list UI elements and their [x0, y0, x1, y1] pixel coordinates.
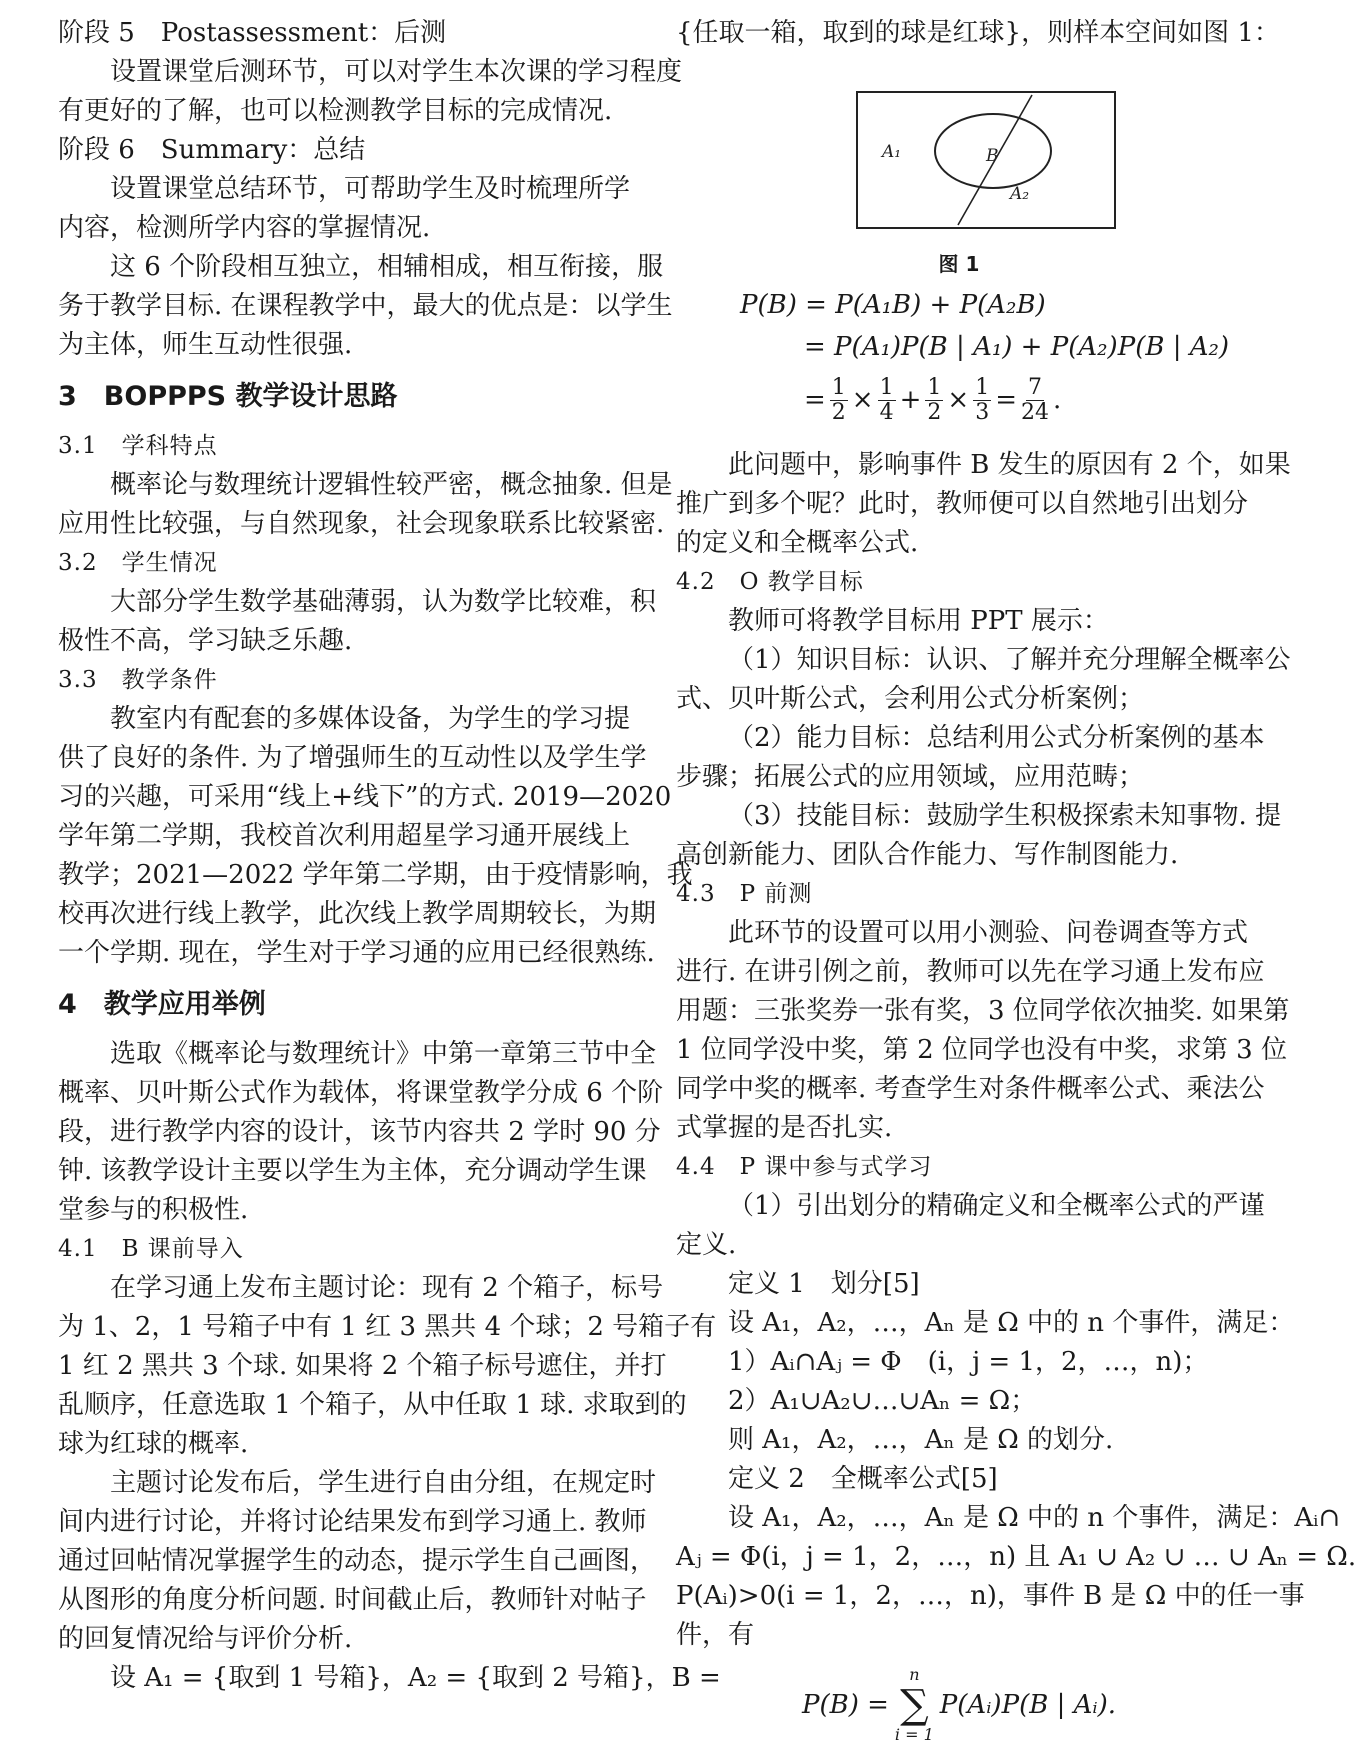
- sum-upper-limit: n: [909, 1665, 920, 1684]
- equals-sign: =: [995, 385, 1017, 415]
- paragraph-line: 为主体，师生互动性很强.: [58, 330, 353, 360]
- paragraph-line: 务于教学目标. 在课程教学中，最大的优点是：以学生: [58, 291, 673, 321]
- times-sign: ×: [851, 385, 874, 415]
- equals-sign: =: [804, 385, 826, 415]
- paragraph-line: 这 6 个阶段相互独立，相辅相成，相互衔接，服: [110, 252, 664, 282]
- paragraph-line: 在学习通上发布主题讨论：现有 2 个箱子，标号: [110, 1273, 664, 1303]
- paragraph-line: 进行. 在讲引例之前，教师可以先在学习通上发布应: [676, 957, 1265, 987]
- paragraph-line: 主题讨论发布后，学生进行自由分组，在规定时: [110, 1468, 657, 1498]
- numerator: 1: [975, 374, 990, 400]
- paragraph-line: 的定义和全概率公式.: [676, 528, 919, 558]
- section-4-heading: 4 教学应用举例: [58, 989, 266, 1020]
- paragraph-line: 堂参与的积极性.: [58, 1195, 249, 1225]
- paragraph-line: 式、贝叶斯公式，会利用公式分析案例；: [676, 684, 1145, 714]
- right-column: [676, 14, 1356, 1751]
- paragraph-line: 教学；2021—2022 学年第二学期，由于疫情影响，我: [58, 860, 693, 890]
- paragraph-line: 应用性比较强，与自然现象，社会现象联系比较紧密.: [58, 509, 665, 539]
- denominator: 2: [831, 399, 846, 425]
- subsection-4-1-heading: 4.1 B 课前导入: [58, 1236, 244, 1262]
- paragraph-line: 钟. 该教学设计主要以学生为主体，充分调动学生课: [58, 1156, 647, 1186]
- condition-2: 2）A₁∪A₂∪…∪Aₙ = Ω；: [728, 1386, 1037, 1416]
- paragraph-line: 为 1、2，1 号箱子中有 1 红 3 黑共 4 个球；2 号箱子有: [58, 1312, 717, 1342]
- paragraph-line: 设 A₁，A₂，…，Aₙ 是 Ω 中的 n 个事件，满足：: [728, 1308, 1295, 1338]
- paragraph-line: Aⱼ = Φ(i，j = 1，2，…，n) 且 A₁ ∪ A₂ ∪ … ∪ Aₙ = Ω.: [676, 1542, 1356, 1572]
- fraction: [973, 376, 991, 425]
- venn-diagram: [676, 53, 1242, 238]
- sum-lower-limit: i = 1: [894, 1725, 934, 1744]
- definition-1-heading: 定义 1 划分[5]: [728, 1269, 920, 1299]
- paragraph-line: 大部分学生数学基础薄弱，认为数学比较难，积: [110, 587, 657, 617]
- fraction: [878, 376, 896, 425]
- paragraph-line: 从图形的角度分析问题. 时间截止后，教师针对帖子: [58, 1585, 647, 1615]
- times-sign: ×: [947, 385, 970, 415]
- label-a1: A₁: [882, 142, 902, 162]
- paragraph-line: 步骤；拓展公式的应用领域，应用范畴；: [676, 762, 1145, 792]
- denominator: 24: [1020, 399, 1049, 425]
- label-a2: A₂: [1010, 184, 1030, 204]
- paragraph-line: 推广到多个呢？此时，教师便可以自然地引出划分: [676, 489, 1249, 519]
- paragraph-line: 同学中奖的概率. 考查学生对条件概率公式、乘法公: [676, 1074, 1265, 1104]
- equation-line-3: [676, 368, 1242, 432]
- total-probability-formula: [676, 1659, 1242, 1751]
- numerator: 1: [927, 374, 942, 400]
- paragraph-line: （3）技能目标：鼓励学生积极探索未知事物. 提: [728, 801, 1282, 831]
- paragraph-line: 球为红球的概率.: [58, 1429, 249, 1459]
- paragraph-line: 设置课堂总结环节，可帮助学生及时梳理所学: [110, 174, 631, 204]
- stage6-heading: 阶段 6 Summary：总结: [58, 135, 366, 165]
- formula-lhs: P(B) =: [801, 1690, 889, 1720]
- paragraph-line: （2）能力目标：总结利用公式分析案例的基本: [728, 723, 1265, 753]
- paragraph-line: （1）知识目标：认识、了解并充分理解全概率公: [728, 645, 1291, 675]
- paragraph-line: 设 A₁ = {取到 1 号箱}，A₂ = {取到 2 号箱}，B =: [110, 1663, 721, 1693]
- fraction: [1021, 376, 1049, 425]
- paragraph-line: 段，进行教学内容的设计，该节内容共 2 学时 90 分: [58, 1117, 661, 1147]
- summation: [895, 1665, 934, 1745]
- plus-sign: +: [899, 385, 922, 415]
- numerator: 1: [831, 374, 846, 400]
- paragraph-line: 1 位同学没中奖，第 2 位同学也没有中奖，求第 3 位: [676, 1035, 1287, 1065]
- subsection-4-2-heading: 4.2 O 教学目标: [676, 569, 864, 595]
- paragraph-line: 有更好的了解，也可以检测教学目标的完成情况.: [58, 96, 613, 126]
- paragraph-line: 用题：三张奖券一张有奖，3 位同学依次抽奖. 如果第: [676, 996, 1290, 1026]
- paragraph-line: 校再次进行线上教学，此次线上教学周期较长，为期: [58, 899, 657, 929]
- paragraph-line: 习的兴趣，可采用“线上+线下”的方式. 2019—2020: [58, 782, 672, 812]
- numerator: 1: [879, 374, 894, 400]
- paragraph-line: 的回复情况给与评价分析.: [58, 1624, 353, 1654]
- paragraph-line: （1）引出划分的精确定义和全概率公式的严谨: [728, 1191, 1265, 1221]
- paragraph-line: 间内进行讨论，并将讨论结果发布到学习通上. 教师: [58, 1507, 647, 1537]
- paragraph-line: 一个学期. 现在，学生对于学习通的应用已经很熟练.: [58, 938, 655, 968]
- figure-caption: 图 1: [938, 252, 980, 276]
- subsection-4-4-heading: 4.4 P 课中参与式学习: [676, 1154, 933, 1180]
- paragraph-line: P(Aᵢ)>0(i = 1，2，…，n)，事件 B 是 Ω 中的任一事: [676, 1581, 1305, 1611]
- denominator: 4: [879, 399, 894, 425]
- label-b: B: [986, 146, 999, 166]
- period: .: [1052, 385, 1062, 415]
- section-3-heading: 3 BOPPPS 教学设计思路: [58, 381, 398, 412]
- paragraph-line: 概率、贝叶斯公式作为载体，将课堂教学分成 6 个阶: [58, 1078, 664, 1108]
- equation-line-1: P(B) = P(A₁B) + P(A₂B): [740, 290, 1046, 320]
- fraction: [830, 376, 848, 425]
- figure-1: [676, 53, 1242, 204]
- paragraph-line: 乱顺序，任意选取 1 个箱子，从中任取 1 球. 求取到的: [58, 1390, 687, 1420]
- formula-rhs: P(Aᵢ)P(B | Aᵢ).: [939, 1690, 1117, 1720]
- paragraph-line: 此问题中，影响事件 B 发生的原因有 2 个，如果: [728, 450, 1291, 480]
- fraction: [925, 376, 943, 425]
- stage5-heading: 阶段 5 Postassessment：后测: [58, 18, 447, 48]
- paragraph-line: 教师可将教学目标用 PPT 展示：: [728, 606, 1109, 636]
- subsection-3-2-heading: 3.2 学生情况: [58, 550, 218, 576]
- sigma-icon: ∑: [900, 1682, 929, 1728]
- paragraph-line: 通过回帖情况掌握学生的动态，提示学生自己画图，: [58, 1546, 657, 1576]
- equation-line-2: = P(A₁)P(B | A₁) + P(A₂)P(B | A₂): [804, 332, 1230, 362]
- paragraph-line: 件，有: [676, 1620, 755, 1650]
- paragraph-line: {任取一箱，取到的球是红球}，则样本空间如图 1：: [676, 18, 1280, 48]
- paragraph-line: 学年第二学期，我校首次利用超星学习通开展线上: [58, 821, 631, 851]
- paragraph-line: 设 A₁，A₂，…，Aₙ 是 Ω 中的 n 个事件，满足：Aᵢ∩: [728, 1503, 1341, 1533]
- denominator: 3: [975, 399, 990, 425]
- subsection-4-3-heading: 4.3 P 前测: [676, 881, 813, 907]
- definition-2-heading: 定义 2 全概率公式[5]: [728, 1464, 998, 1494]
- condition-1: 1）Aᵢ∩Aⱼ = Φ (i，j = 1，2，…，n)；: [728, 1347, 1209, 1377]
- paragraph-line: 设置课堂后测环节，可以对学生本次课的学习程度: [110, 57, 683, 87]
- paragraph-line: 选取《概率论与数理统计》中第一章第三节中全: [110, 1039, 657, 1069]
- paragraph-line: 教室内有配套的多媒体设备，为学生的学习提: [110, 704, 631, 734]
- paragraph-line: 定义.: [676, 1230, 737, 1260]
- numerator: 7: [1027, 374, 1042, 400]
- paragraph-line: 内容，检测所学内容的掌握情况.: [58, 213, 431, 243]
- paragraph-line: 式掌握的是否扎实.: [676, 1113, 893, 1143]
- paragraph-line: 高创新能力、团队合作能力、写作制图能力.: [676, 840, 1179, 870]
- denominator: 2: [927, 399, 942, 425]
- paragraph-line: 此环节的设置可以用小测验、问卷调查等方式: [728, 918, 1249, 948]
- paragraph-line: 则 A₁，A₂，…，Aₙ 是 Ω 的划分.: [728, 1425, 1114, 1455]
- paragraph-line: 极性不高，学习缺乏乐趣.: [58, 626, 353, 656]
- subsection-3-3-heading: 3.3 教学条件: [58, 667, 218, 693]
- paragraph-line: 1 红 2 黑共 3 个球. 如果将 2 个箱子标号遮住，并打: [58, 1351, 667, 1381]
- paragraph-line: 概率论与数理统计逻辑性较严密，概念抽象. 但是: [110, 470, 673, 500]
- subsection-3-1-heading: 3.1 学科特点: [58, 433, 218, 459]
- paragraph-line: 供了良好的条件. 为了增强师生的互动性以及学生学: [58, 743, 647, 773]
